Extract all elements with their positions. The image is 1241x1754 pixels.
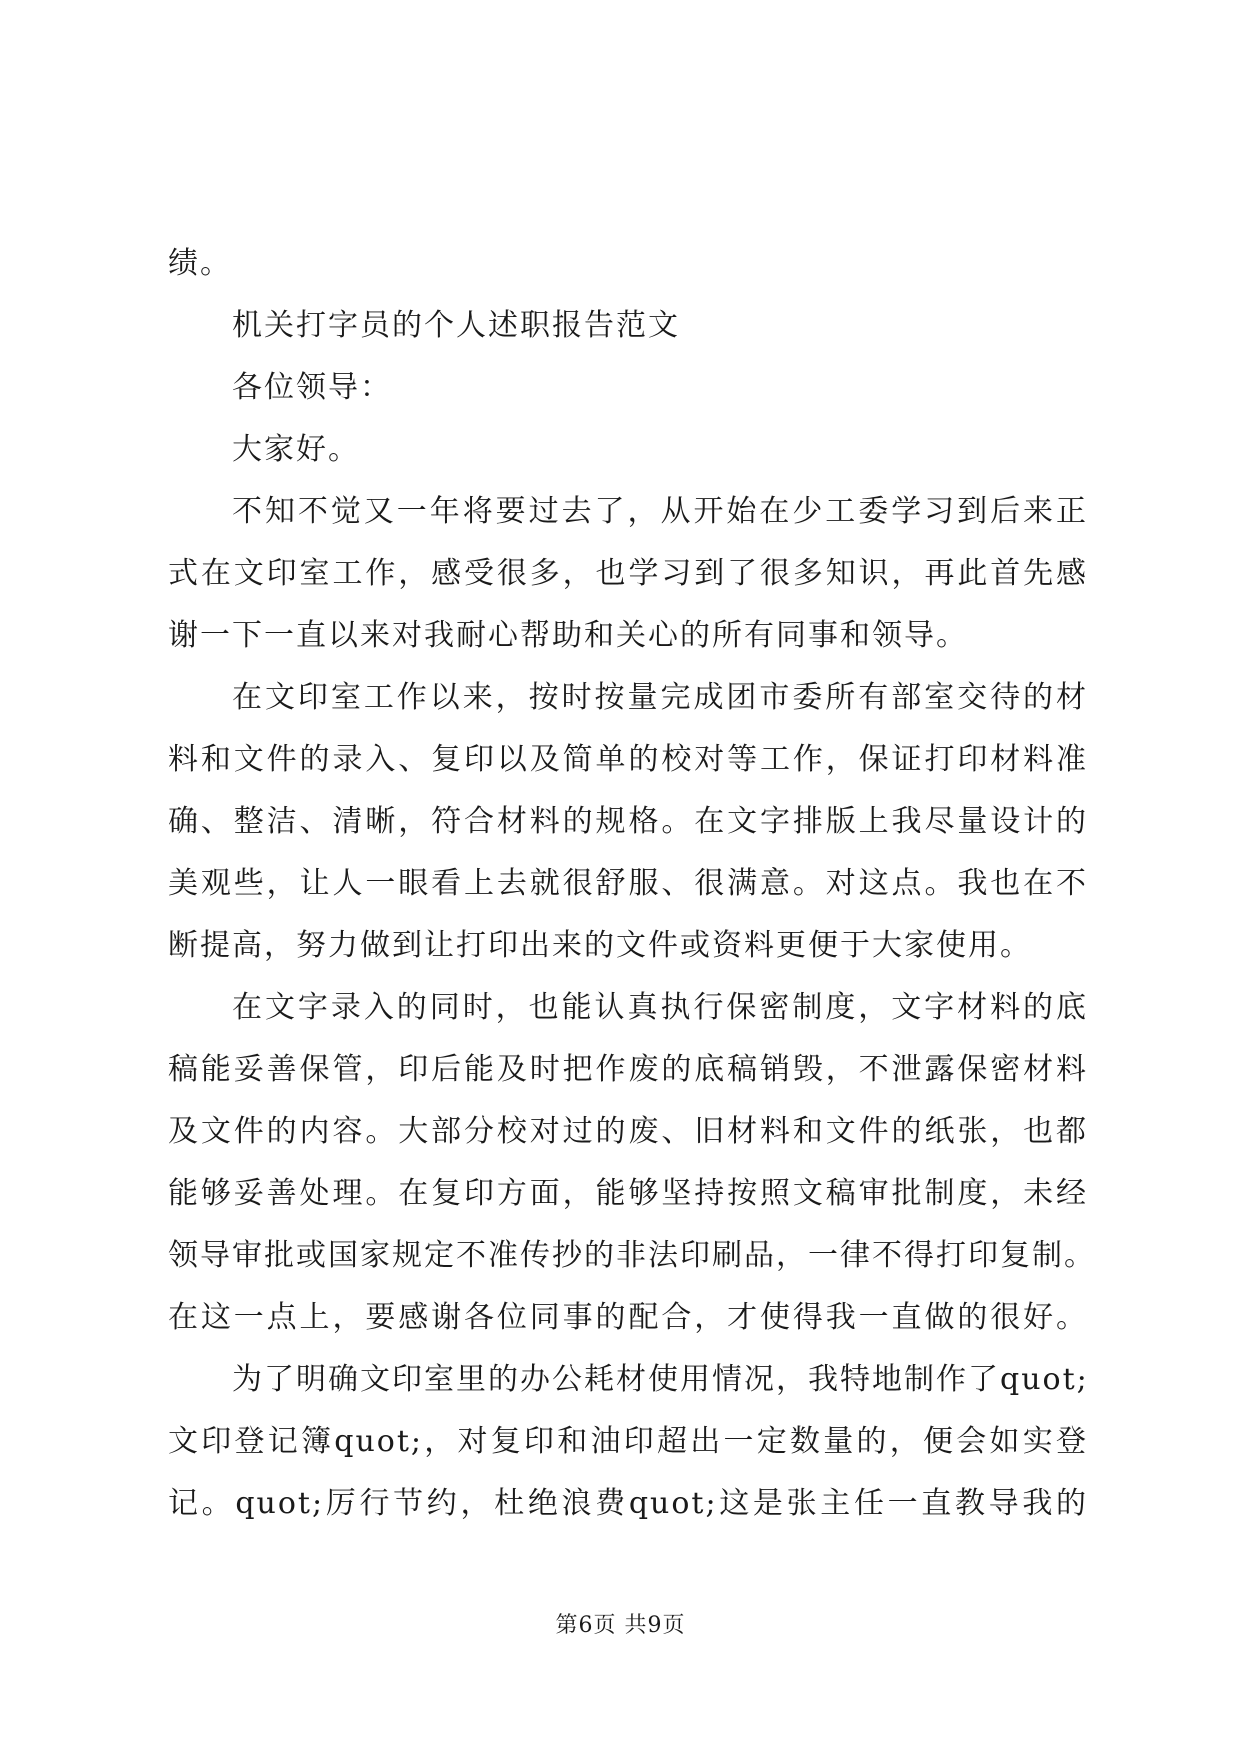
- document-line: 在文字录入的同时，也能认真执行保密制度，文字材料的底: [232, 990, 1088, 1025]
- document-line: 领导审批或国家规定不准传抄的非法印刷品，一律不得打印复制。: [168, 1238, 1096, 1273]
- document-line: 不知不觉又一年将要过去了，从开始在少工委学习到后来正: [232, 494, 1088, 529]
- document-line: 在文印室工作以来，按时按量完成团市委所有部室交待的材: [232, 680, 1088, 715]
- document-line: 稿能妥善保管，印后能及时把作废的底稿销毁，不泄露保密材料: [168, 1052, 1088, 1087]
- document-line: 文印登记簿quot;，对复印和油印超出一定数量的，便会如实登: [168, 1424, 1088, 1459]
- document-line: 美观些，让人一眼看上去就很舒服、很满意。对这点。我也在不: [168, 866, 1088, 901]
- document-line: 及文件的内容。大部分校对过的废、旧材料和文件的纸张，也都: [168, 1114, 1088, 1149]
- document-line: 为了明确文印室里的办公耗材使用情况，我特地制作了quot;: [232, 1362, 1089, 1397]
- document-line: 确、整洁、清晰，符合材料的规格。在文字排版上我尽量设计的: [168, 804, 1088, 839]
- document-line: 大家好。: [232, 432, 360, 467]
- document-body: [168, 233, 1096, 1535]
- document-line: 能够妥善处理。在复印方面，能够坚持按照文稿审批制度，未经: [168, 1176, 1088, 1211]
- document-line: 各位领导：: [232, 370, 392, 405]
- page-footer: 第6页 共9页: [555, 1613, 686, 1638]
- document-line: 料和文件的录入、复印以及简单的校对等工作，保证打印材料准: [168, 742, 1088, 777]
- document-line: 记。quot;厉行节约，杜绝浪费quot;这是张主任一直教导我的: [168, 1486, 1088, 1521]
- document-line: 在这一点上，要感谢各位同事的配合，才使得我一直做的很好。: [168, 1300, 1088, 1335]
- document-line: 谢一下一直以来对我耐心帮助和关心的所有同事和领导。: [168, 618, 968, 653]
- document-line: 断提高，努力做到让打印出来的文件或资料更便于大家使用。: [168, 928, 1032, 963]
- document-line: 式在文印室工作，感受很多，也学习到了很多知识，再此首先感: [168, 556, 1088, 591]
- document-line: 绩。: [168, 246, 232, 281]
- document-line: 机关打字员的个人述职报告范文: [232, 308, 680, 343]
